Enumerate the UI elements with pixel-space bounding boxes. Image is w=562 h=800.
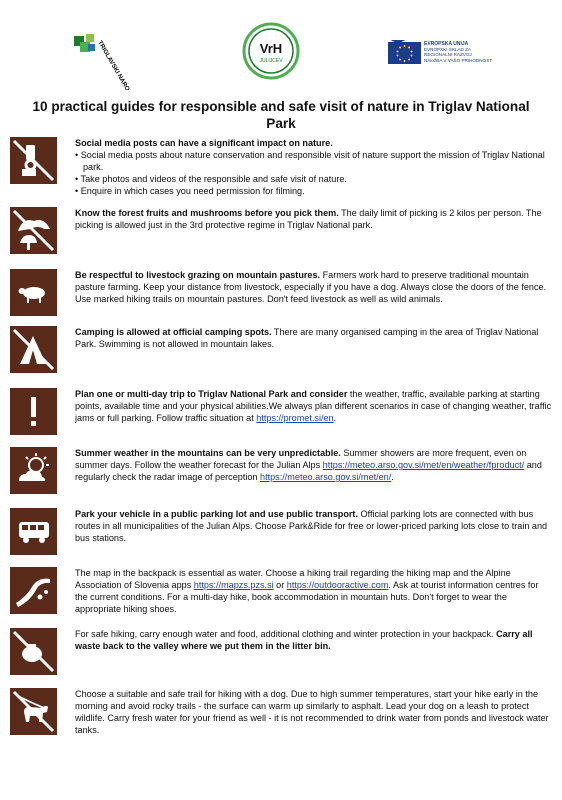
eu-line-3: NAložBA V VAŠO PRIHODNOST xyxy=(424,57,493,63)
dog-on-leash-icon xyxy=(10,688,57,735)
guide-mid-8: or xyxy=(273,580,287,591)
guide-body-10: Choose a suitable and safe trail for hiking with a dog. Due to high summer temperatures, start your hike early in the morning and avoid rocky trails - the surface can warm up similarly to asphalt. Lead your dog on a leash to protect wildlife. Carry fresh water for your friend as well - it is not recommended to drink water from ponds and livestock water tanks. xyxy=(75,689,549,736)
guide-heading-9: Carry all waste back to the valley where we put them in the litter bin. xyxy=(75,629,533,652)
guide-text-3 xyxy=(75,269,553,305)
hiking-trail-icon xyxy=(10,567,57,614)
guide-text-8 xyxy=(75,567,553,615)
guide-text-2 xyxy=(75,207,553,231)
guide-tail-5: . xyxy=(333,413,337,424)
guide-heading-6: Summer weather in the mountains can be very unpredictable. xyxy=(75,448,341,458)
no-camping-icon xyxy=(10,326,57,373)
guide-text-9 xyxy=(75,628,553,652)
guide-body-9: For safe hiking, carry enough water and food, additional clothing and winter protection in your backpack. xyxy=(75,629,497,639)
meteo-forecast-link[interactable]: https://meteo.arso.gov.si/met/en/weather/fproduct/ xyxy=(322,460,525,471)
guide-text-5 xyxy=(75,388,553,424)
guide-heading-3: Be respectful to livestock grazing on mountain pastures. xyxy=(75,270,321,280)
no-litter-icon xyxy=(10,628,57,675)
guide-body-7: Official parking lots are connected with bus routes in all municipalities of the Julian Alps. Choose Park&Ride for free or lower-priced parking lots close to train and bus stations. xyxy=(75,509,548,544)
camera-phone-icon xyxy=(10,137,57,184)
guide-body-5: the weather, traffic, available parking at starting points, available time and your physical abilities.We always plan different scenarios in case of changing weather, traffic jams or full parking. Follow traffic situation at xyxy=(75,389,552,424)
promet-link[interactable]: https://promet.si/en xyxy=(256,413,334,424)
triglav-national-park-logo xyxy=(72,28,150,90)
guide-text-6 xyxy=(75,447,553,483)
page-title: 10 practical guides for responsible and safe visit of nature in Triglav National Park xyxy=(32,99,530,131)
eu-line-1: EVROPSKI SKLAD ZA xyxy=(424,47,471,53)
guide-tail-6: . xyxy=(391,472,394,483)
exclamation-icon xyxy=(10,388,57,435)
guide-heading-2: Know the forest fruits and mushrooms before you pick them. xyxy=(75,208,339,218)
eu-logo-text xyxy=(424,42,504,63)
guide-mid-6: and regularly check the radar image of perception xyxy=(75,460,542,483)
guide-text-7 xyxy=(75,508,553,544)
guide-body-2: The daily limit of picking is 2 kilos per person. The picking is allowed just in the 3rd protective regime in Triglav National park. xyxy=(75,208,542,231)
weather-icon xyxy=(10,447,57,494)
guide-heading-7: Park your vehicle in a public parking lot and use public transport. xyxy=(75,509,358,519)
bullet-item: • Take photos and videos of the responsible and safe visit of nature. xyxy=(75,173,553,185)
guide-heading-1: Social media posts can have a significant impact on nature. xyxy=(75,138,333,148)
mushroom-berries-icon xyxy=(10,207,57,254)
guide-text-1 xyxy=(75,137,553,197)
outdooractive-link[interactable]: https://outdooractive.com xyxy=(286,580,389,591)
bus-icon xyxy=(10,508,57,555)
eu-fund-logo xyxy=(388,40,503,76)
header-logos xyxy=(0,0,562,95)
bullet-item: • Enquire in which cases you need permission for filming. xyxy=(75,185,553,197)
vrh-logo-text: VrH xyxy=(259,41,283,56)
guide-body-8: The map in the backpack is essential as water. Choose a hiking trail regarding the hiking map and the Alpine Association of Slovenia apps xyxy=(75,568,511,591)
guide-text-4 xyxy=(75,326,553,350)
eu-line-2: REGIONALNI RAZVOJ xyxy=(424,52,472,58)
guide-tail-8: . Ask at tourist information centres for the current conditions. For a multi-day hike, book accommodation in mountain huts. Don't forget to wear the appropriate hiking shoes. xyxy=(75,580,539,615)
guide-body-6: Summer showers are more frequent, even on summer days. Follow the weather forecast for the Julian Alps xyxy=(75,448,527,471)
tnp-logo-text: TRIGLAVSKI NARODNI PARK xyxy=(96,39,146,90)
guide-text-10 xyxy=(75,688,553,736)
guide-heading-4: Camping is allowed at official camping spots. xyxy=(75,327,272,337)
vrh-julijcev-logo xyxy=(242,22,300,80)
guide-heading-5: Plan one or multi-day trip to Triglav National Park and consider xyxy=(75,389,348,399)
guide-bullets-1 xyxy=(75,149,553,197)
guide-body-3: Farmers work hard to preserve traditional mountain pasture farming. Keep your distance from livestock, especially if you have a dog. Always close the doors of the fence. Use marked hiking trails on mountain pastures. Don't feed livestock as well as wild animals. xyxy=(75,270,547,305)
guide-body-4: There are many organised camping in the area of Triglav National Park. Swimming is not allowed in mountain lakes. xyxy=(75,327,539,350)
pzs-app-link[interactable]: https://mapzs.pzs.si xyxy=(193,580,274,591)
sheep-icon xyxy=(10,269,57,316)
eu-title: EVROPSKA UNIJA xyxy=(424,41,469,47)
meteo-radar-link[interactable]: https://meteo.arso.gov.si/met/en/ xyxy=(260,472,392,483)
vrh-logo-subtext: JULIJCEV xyxy=(259,58,283,64)
bullet-item: • Social media posts about nature conservation and responsible visit of nature support the mission of Triglav National park. xyxy=(75,149,553,173)
